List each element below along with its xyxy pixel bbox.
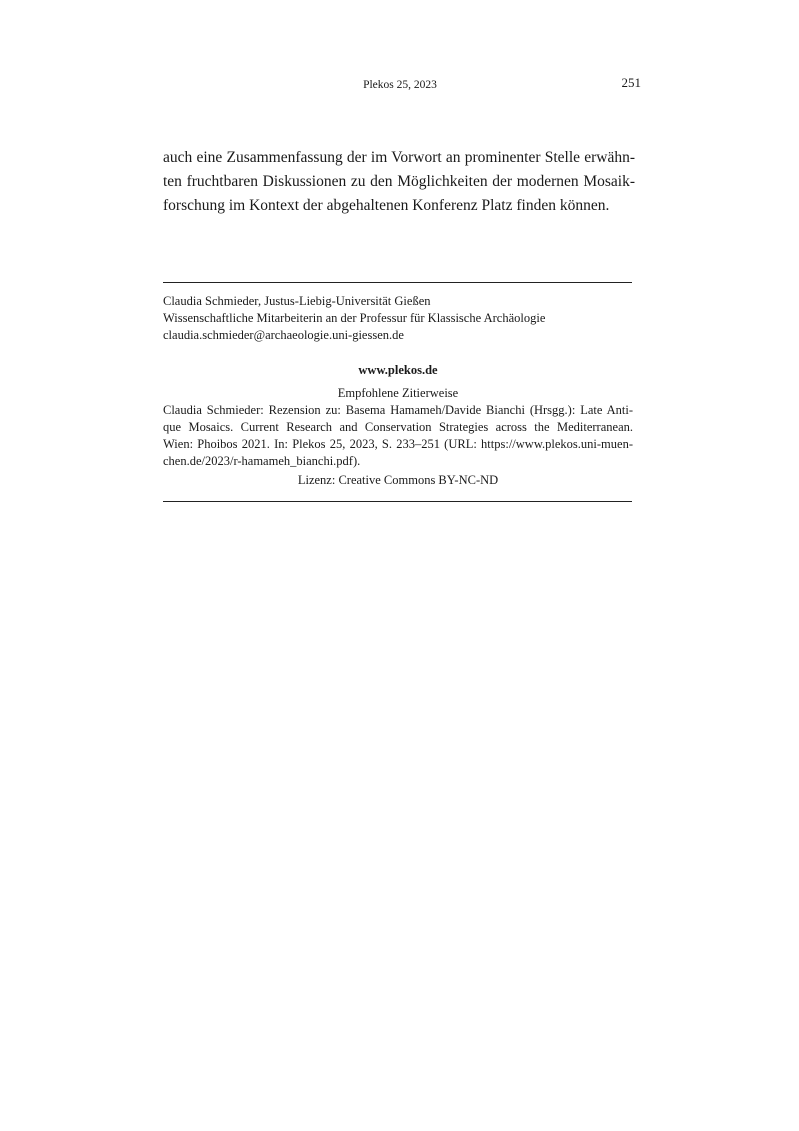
citation-heading: Empfohlene Zitierweise: [337, 386, 459, 400]
journal-issue: Plekos 25, 2023: [363, 79, 437, 91]
citation-line: Claudia Schmieder: Rezension zu: Basema Hamameh/Davide Bianchi (Hrsgg.): Late Anti-: [163, 403, 633, 417]
body-line: auch eine Zusammenfassung der im Vorwort an prominenter Stelle erwähn-: [163, 149, 635, 166]
page-number: 251: [621, 75, 641, 90]
bottom-divider: [163, 501, 632, 502]
citation-line: Wien: Phoibos 2021. In: Plekos 25, 2023, S. 233–251 (URL: https://www.plekos.uni-muen-: [163, 437, 633, 451]
author-email[interactable]: claudia.schmieder@archaeologie.uni-giessen.de: [163, 328, 404, 342]
body-line: forschung im Kontext der abgehaltenen Konferenz Platz finden können.: [163, 197, 610, 214]
author-position: Wissenschaftliche Mitarbeiterin an der Professur für Klassische Archäologie: [163, 311, 546, 325]
citation-line: que Mosaics. Current Research and Conservation Strategies across the Mediterranean.: [163, 420, 633, 434]
author-name-affiliation: Claudia Schmieder, Justus-Liebig-Universität Gießen: [163, 294, 431, 308]
running-head: [0, 76, 799, 92]
website-link[interactable]: www.plekos.de: [358, 363, 438, 377]
top-divider: [163, 282, 632, 283]
citation-text: [163, 402, 633, 470]
body-paragraph: [163, 146, 635, 218]
author-block: [163, 293, 633, 344]
license-text: Lizenz: Creative Commons BY-NC-ND: [297, 473, 499, 487]
body-line: ten fruchtbaren Diskussionen zu den Möglichkeiten der modernen Mosaik-: [163, 173, 635, 190]
citation-line: chen.de/2023/r-hamameh_bianchi.pdf).: [163, 454, 361, 468]
